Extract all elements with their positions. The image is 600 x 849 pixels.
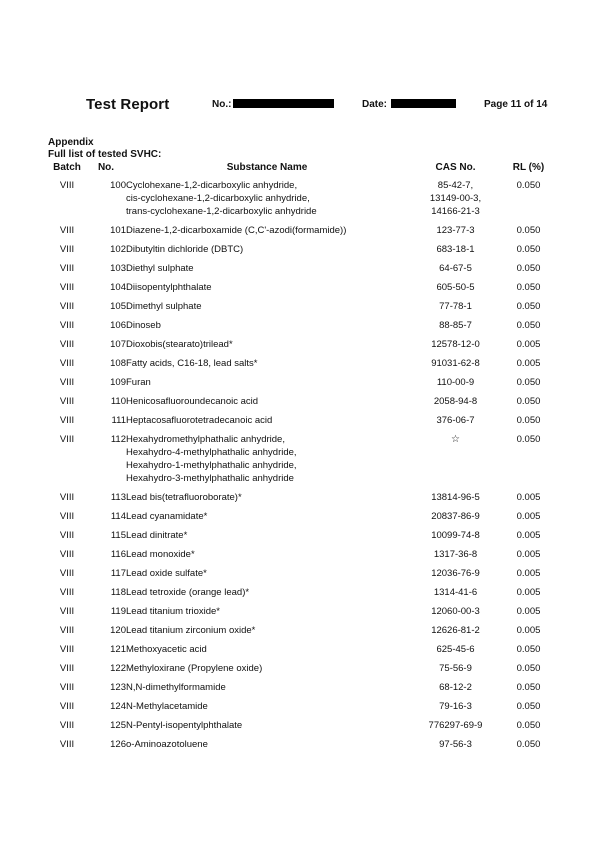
- cell-substance-name: [126, 413, 408, 432]
- cas-number-line: 68-12-2: [439, 682, 472, 693]
- cas-number-line: 123-77-3: [436, 225, 475, 236]
- star-icon: ☆: [451, 434, 460, 445]
- cas-number-line: 20837-86-9: [431, 511, 480, 522]
- cell-batch: VIII: [59, 682, 75, 693]
- cell-number: 109: [110, 377, 126, 388]
- substance-name-line: Lead oxide sulfate*: [126, 568, 207, 579]
- cell-batch: VIII: [59, 549, 75, 560]
- cell-cas-number: [408, 680, 503, 699]
- cell-cas-number: [408, 356, 503, 375]
- table-row: [48, 413, 554, 432]
- substance-name-line: Hexahydro-4-methylphathalic anhydride,: [126, 447, 297, 458]
- table-row: [48, 528, 554, 547]
- cell-reporting-limit: 0.005: [516, 549, 541, 560]
- cell-number: 112: [110, 434, 126, 445]
- cell-cas-number: [408, 394, 503, 413]
- appendix-block: [48, 137, 161, 161]
- cell-batch: VIII: [59, 180, 75, 191]
- cell-substance-name: [126, 242, 408, 261]
- substance-name-line: Lead cyanamidate*: [126, 511, 208, 522]
- cell-substance-name: [126, 699, 408, 718]
- cell-reporting-limit: 0.050: [516, 180, 541, 191]
- cell-batch: VIII: [59, 644, 75, 655]
- cas-number-line: 75-56-9: [439, 663, 472, 674]
- table-header-row: [48, 162, 554, 178]
- cell-batch: VIII: [59, 263, 75, 274]
- cell-batch: VIII: [59, 396, 75, 407]
- appendix-subheading: Full list of tested SVHC:: [48, 149, 162, 160]
- cell-number: 124: [110, 701, 126, 712]
- cell-batch: VIII: [59, 339, 75, 350]
- table-row: [48, 623, 554, 642]
- column-header-rl: RL (%): [512, 162, 545, 173]
- cell-cas-number: [408, 280, 503, 299]
- cell-reporting-limit: 0.005: [516, 587, 541, 598]
- substance-name-line: Fatty acids, C16-18, lead salts*: [126, 358, 258, 369]
- substance-name-line: Dinoseb: [126, 320, 161, 331]
- report-number-label: No.:: [212, 99, 232, 110]
- cell-number: 123: [110, 682, 126, 693]
- table-row: [48, 566, 554, 585]
- cell-number: 110: [110, 396, 126, 407]
- cell-cas-number: [408, 547, 503, 566]
- cell-substance-name: [126, 356, 408, 375]
- cell-number: 117: [110, 568, 126, 579]
- cell-batch: VIII: [59, 377, 75, 388]
- cell-cas-number: [408, 718, 503, 737]
- cell-reporting-limit: 0.050: [516, 644, 541, 655]
- substance-name-line: Lead titanium zirconium oxide*: [126, 625, 256, 636]
- substance-name-line: Dimethyl sulphate: [126, 301, 202, 312]
- cell-substance-name: [126, 585, 408, 604]
- cell-reporting-limit: 0.005: [516, 530, 541, 541]
- cell-reporting-limit: 0.050: [516, 377, 541, 388]
- table-row: [48, 661, 554, 680]
- table-row: [48, 299, 554, 318]
- substance-name-line: Lead titanium trioxide*: [126, 606, 220, 617]
- cell-reporting-limit: 0.005: [516, 625, 541, 636]
- cell-cas-number: [408, 413, 503, 432]
- cell-reporting-limit: 0.050: [516, 720, 541, 731]
- report-header: [0, 96, 600, 114]
- cell-cas-number: [408, 661, 503, 680]
- cell-substance-name: [126, 642, 408, 661]
- cell-number: 104: [110, 282, 126, 293]
- cas-number-line: 88-85-7: [439, 320, 472, 331]
- table-row: [48, 356, 554, 375]
- cell-cas-number: [408, 585, 503, 604]
- cell-batch: VIII: [59, 358, 75, 369]
- cas-number-line: 1317-36-8: [433, 549, 478, 560]
- cell-batch: VIII: [59, 587, 75, 598]
- cell-number: 105: [110, 301, 126, 312]
- substance-name-line: Diethyl sulphate: [126, 263, 194, 274]
- cell-cas-number: [408, 299, 503, 318]
- cell-cas-number: [408, 375, 503, 394]
- table-row: [48, 280, 554, 299]
- cell-substance-name: [126, 718, 408, 737]
- cas-number-line: 12060-00-3: [431, 606, 480, 617]
- cas-number-line: 10099-74-8: [431, 530, 480, 541]
- date-label: Date:: [362, 99, 388, 110]
- table-row: [48, 432, 554, 490]
- cell-cas-number: [408, 604, 503, 623]
- cell-number: 122: [110, 663, 126, 674]
- cell-batch: VIII: [59, 663, 75, 674]
- substance-name-line: Lead bis(tetrafluoroborate)*: [126, 492, 242, 503]
- substance-name-line: Hexahydro-1-methylphathalic anhydride,: [126, 460, 297, 471]
- cell-cas-number: [408, 242, 503, 261]
- cell-batch: VIII: [59, 492, 75, 503]
- substance-name-line: Diisopentylphthalate: [126, 282, 212, 293]
- table-row: [48, 604, 554, 623]
- cell-batch: VIII: [59, 606, 75, 617]
- substance-name-line: Lead tetroxide (orange lead)*: [126, 587, 250, 598]
- substance-name-line: Methoxyacetic acid: [126, 644, 207, 655]
- cell-cas-number: [408, 178, 503, 223]
- table-row: [48, 337, 554, 356]
- cell-reporting-limit: 0.050: [516, 301, 541, 312]
- cell-substance-name: [126, 337, 408, 356]
- cell-reporting-limit: 0.005: [516, 492, 541, 503]
- table-row: [48, 680, 554, 699]
- cell-cas-number: [408, 737, 503, 756]
- column-header-batch: Batch: [53, 162, 81, 173]
- page-number: Page 11 of 14: [484, 99, 548, 110]
- cas-number-line: 13149-00-3,: [429, 193, 482, 204]
- cell-number: 121: [110, 644, 126, 655]
- svhc-table: [48, 162, 554, 756]
- cell-reporting-limit: 0.005: [516, 606, 541, 617]
- cell-substance-name: [126, 509, 408, 528]
- cell-substance-name: [126, 623, 408, 642]
- cell-cas-number: [408, 490, 503, 509]
- substance-name-line: Methyloxirane (Propylene oxide): [126, 663, 263, 674]
- cell-substance-name: [126, 375, 408, 394]
- cell-substance-name: [126, 318, 408, 337]
- cell-cas-number: [408, 261, 503, 280]
- cas-number-line: 605-50-5: [436, 282, 475, 293]
- cas-number-line: 2058-94-8: [433, 396, 478, 407]
- cas-number-line: 12036-76-9: [431, 568, 480, 579]
- table-row: [48, 699, 554, 718]
- cell-reporting-limit: 0.005: [516, 568, 541, 579]
- report-title: Test Report: [86, 96, 170, 113]
- cell-number: 113: [110, 492, 126, 503]
- cell-reporting-limit: 0.050: [516, 739, 541, 750]
- table-row: [48, 737, 554, 756]
- table-row: [48, 242, 554, 261]
- cell-reporting-limit: 0.005: [516, 339, 541, 350]
- cell-number: 108: [110, 358, 126, 369]
- cell-number: 125: [110, 720, 126, 731]
- table-row: [48, 178, 554, 223]
- cell-reporting-limit: 0.050: [516, 320, 541, 331]
- cas-number-line: 79-16-3: [439, 701, 472, 712]
- cell-substance-name: [126, 299, 408, 318]
- cell-batch: VIII: [59, 530, 75, 541]
- cell-reporting-limit: 0.050: [516, 244, 541, 255]
- cell-cas-number: [408, 623, 503, 642]
- cell-batch: VIII: [59, 301, 75, 312]
- cell-number: 101: [110, 225, 126, 236]
- cell-substance-name: [126, 528, 408, 547]
- cell-number: 106: [110, 320, 126, 331]
- cell-number: 118: [110, 587, 126, 598]
- substance-name-line: Diazene-1,2-dicarboxamide (C,C'-azodi(formamide)): [126, 225, 347, 236]
- cell-substance-name: [126, 432, 408, 490]
- substance-name-line: o-Aminoazotoluene: [126, 739, 208, 750]
- cell-cas-number: [408, 337, 503, 356]
- cell-substance-name: [126, 566, 408, 585]
- cas-number-line: 97-56-3: [439, 739, 472, 750]
- cell-batch: VIII: [59, 244, 75, 255]
- cas-number-line: 85-42-7,: [437, 180, 474, 191]
- cell-cas-number: [408, 642, 503, 661]
- cell-substance-name: [126, 604, 408, 623]
- svhc-table-body: [48, 178, 554, 756]
- table-row: [48, 642, 554, 661]
- column-header-substance: Substance Name: [226, 162, 308, 173]
- cas-number-line: 14166-21-3: [431, 206, 480, 217]
- cell-reporting-limit: 0.050: [516, 415, 541, 426]
- cell-substance-name: [126, 737, 408, 756]
- substance-name-line: Cyclohexane-1,2-dicarboxylic anhydride,: [126, 180, 298, 191]
- cell-batch: VIII: [59, 625, 75, 636]
- cell-reporting-limit: 0.050: [516, 701, 541, 712]
- substance-name-line: N-Pentyl-isopentylphthalate: [126, 720, 243, 731]
- cas-number-line: 13814-96-5: [431, 492, 480, 503]
- cas-number-line: 110-00-9: [436, 377, 475, 388]
- table-row: [48, 223, 554, 242]
- cell-substance-name: [126, 261, 408, 280]
- cell-number: 102: [110, 244, 126, 255]
- substance-name-line: Lead monoxide*: [126, 549, 195, 560]
- column-header-no: No.: [97, 162, 115, 173]
- table-row: [48, 490, 554, 509]
- cell-substance-name: [126, 490, 408, 509]
- cas-number-line: 625-45-6: [436, 644, 475, 655]
- cell-cas-number: [408, 509, 503, 528]
- cell-substance-name: [126, 280, 408, 299]
- substance-name-line: Hexahydro-3-methylphathalic anhydride: [126, 473, 294, 484]
- cell-batch: VIII: [59, 320, 75, 331]
- cell-number: 115: [110, 530, 126, 541]
- cas-number-line: 1314-41-6: [433, 587, 478, 598]
- column-header-cas: CAS No.: [435, 162, 476, 173]
- cell-number: 126: [110, 739, 126, 750]
- cell-batch: VIII: [59, 720, 75, 731]
- cell-cas-number: [408, 566, 503, 585]
- cell-reporting-limit: 0.050: [516, 282, 541, 293]
- cell-substance-name: [126, 680, 408, 699]
- cell-reporting-limit: 0.050: [516, 225, 541, 236]
- substance-name-line: Hexahydromethylphathalic anhydride,: [126, 434, 285, 445]
- cas-number-line: 12626-81-2: [431, 625, 480, 636]
- cell-substance-name: [126, 223, 408, 242]
- cell-number: 111: [111, 415, 126, 426]
- cell-number: 119: [110, 606, 126, 617]
- report-number-redaction: [233, 99, 334, 108]
- cas-number-line: 91031-62-8: [431, 358, 480, 369]
- cell-batch: VIII: [59, 739, 75, 750]
- cell-substance-name: [126, 547, 408, 566]
- cell-substance-name: [126, 394, 408, 413]
- cas-number-line: 683-18-1: [436, 244, 475, 255]
- cell-number: 100: [110, 180, 126, 191]
- cell-batch: VIII: [59, 568, 75, 579]
- cell-batch: VIII: [59, 434, 75, 445]
- table-row: [48, 509, 554, 528]
- cell-batch: VIII: [59, 701, 75, 712]
- substance-name-line: Heptacosafluorotetradecanoic acid: [126, 415, 273, 426]
- cell-cas-number: [408, 223, 503, 242]
- substance-name-line: N-Methylacetamide: [126, 701, 208, 712]
- cas-number-line: 12578-12-0: [431, 339, 480, 350]
- cell-reporting-limit: 0.050: [516, 663, 541, 674]
- cell-number: 120: [110, 625, 126, 636]
- table-row: [48, 585, 554, 604]
- cell-substance-name: [126, 178, 408, 223]
- substance-name-line: Lead dinitrate*: [126, 530, 188, 541]
- cell-cas-number: [408, 432, 503, 490]
- cell-number: 114: [110, 511, 126, 522]
- substance-name-line: N,N-dimethylformamide: [126, 682, 226, 693]
- substance-name-line: trans-cyclohexane-1,2-dicarboxylic anhydride: [126, 206, 317, 217]
- cell-reporting-limit: 0.005: [516, 358, 541, 369]
- cell-reporting-limit: 0.050: [516, 263, 541, 274]
- cell-number: 116: [110, 549, 126, 560]
- substance-name-line: cis-cyclohexane-1,2-dicarboxylic anhydride,: [126, 193, 310, 204]
- cell-reporting-limit: 0.050: [516, 396, 541, 407]
- cell-reporting-limit: 0.050: [516, 682, 541, 693]
- substance-name-line: Henicosafluoroundecanoic acid: [126, 396, 259, 407]
- cell-reporting-limit: 0.005: [516, 511, 541, 522]
- substance-name-line: Furan: [126, 377, 151, 388]
- cell-batch: VIII: [59, 225, 75, 236]
- table-row: [48, 394, 554, 413]
- substance-name-line: Dioxobis(stearato)trilead*: [126, 339, 233, 350]
- cell-number: 107: [110, 339, 126, 350]
- table-row: [48, 375, 554, 394]
- cell-reporting-limit: 0.050: [516, 434, 541, 445]
- cell-batch: VIII: [59, 415, 75, 426]
- cell-batch: VIII: [59, 511, 75, 522]
- cell-batch: VIII: [59, 282, 75, 293]
- cas-number-line: 776297-69-9: [428, 720, 483, 731]
- date-redaction: [391, 99, 456, 108]
- substance-name-line: Dibutyltin dichloride (DBTC): [126, 244, 244, 255]
- cell-cas-number: [408, 699, 503, 718]
- cell-cas-number: [408, 528, 503, 547]
- table-row: [48, 547, 554, 566]
- cell-cas-number: [408, 318, 503, 337]
- table-row: [48, 718, 554, 737]
- table-row: [48, 318, 554, 337]
- cas-number-line: 376-06-7: [436, 415, 475, 426]
- cell-substance-name: [126, 661, 408, 680]
- appendix-heading: Appendix: [48, 137, 94, 148]
- table-row: [48, 261, 554, 280]
- cas-number-line: 64-67-5: [439, 263, 472, 274]
- cas-number-line: 77-78-1: [439, 301, 472, 312]
- cell-number: 103: [110, 263, 126, 274]
